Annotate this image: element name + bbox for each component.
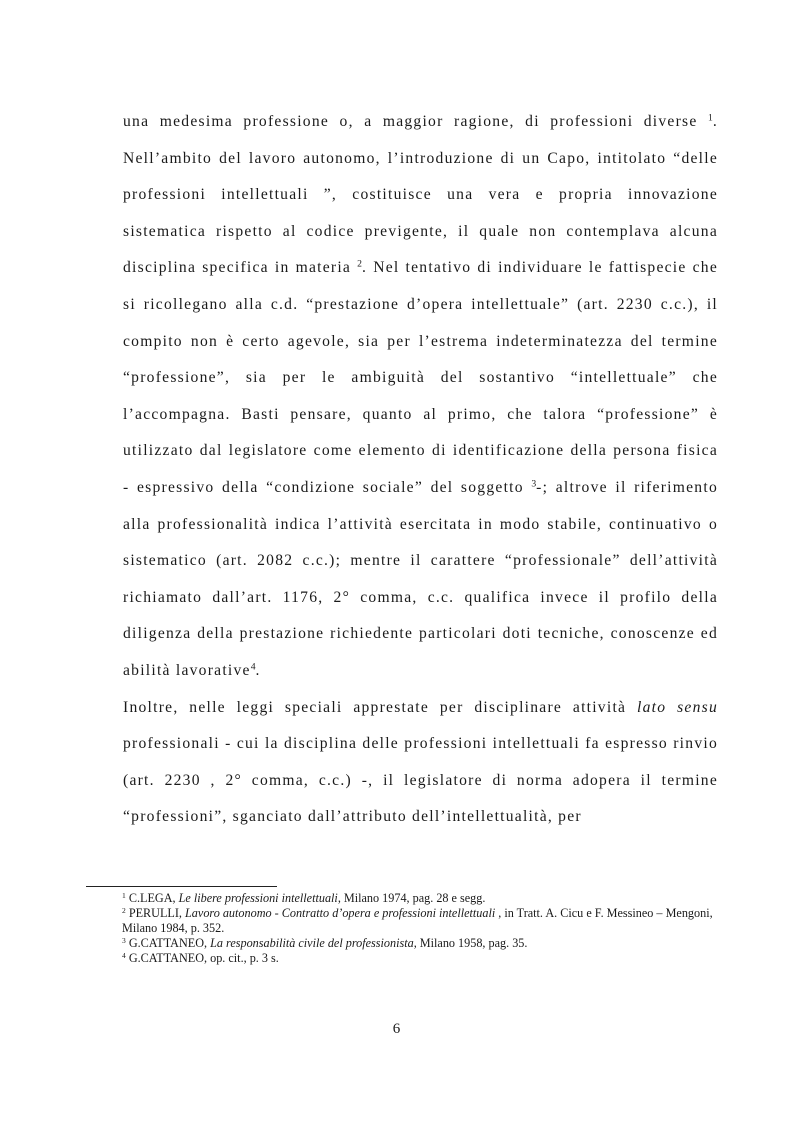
- footnote-details: , Milano 1974, pag. 28 e segg.: [337, 891, 486, 905]
- text-run: . Nel tentativo di individuare le fattispecie che si ricollegano alla c.d. “prestazione d’opera intellettuale” (art. 2230 c.c.), il compito non è certo agevole, sia per l’estrema indeterminatezza del termine “professione”, sia per le ambiguità del sostantivo “intellettuale” che l’accompagna. Basti pensare, quanto al primo, che talora “professione” è utilizzato dal legislatore come elemento di identificazione della persona fisica - espressivo della “condizione sociale” del soggetto: [123, 259, 718, 496]
- text-run: .: [255, 661, 261, 679]
- text-run: . Nell’ambito del lavoro autonomo, l’introduzione di un Capo, intitolato “delle professioni intellettuali ”, costituisce una vera e propria innovazione sistematica rispetto al codice previgente, il quale non contemplava alcuna disciplina specifica in materia: [123, 113, 718, 277]
- italic-term: lato sensu: [637, 698, 718, 716]
- page-number: 6: [392, 1021, 401, 1037]
- footnote-1: [122, 891, 722, 906]
- text-run: professionali - cui la disciplina delle professioni intellettuali fa espresso rinvio (art. 2230 , 2° comma, c.c.) -, il legislatore di norma adopera il termine “professioni”, sganciato dall’attributo dell’intellettualità, per: [123, 735, 718, 826]
- footnote-title: La responsabilità civile del professionista: [210, 936, 414, 951]
- footnote-title: Le libere professioni intellettuali: [178, 891, 338, 905]
- footnote-author: PERULLI,: [125, 906, 186, 921]
- footnote-2: [122, 906, 722, 936]
- footnote-number: 2: [122, 905, 126, 915]
- footnote-number: 4: [122, 951, 126, 961]
- footnote-author: C.LEGA,: [125, 891, 179, 905]
- footnotes: [122, 891, 722, 966]
- footnote-ref-1[interactable]: 1: [708, 112, 713, 124]
- text-run: una medesima professione o, a maggior ragione, di professioni diverse: [123, 113, 709, 130]
- footnote-ref-3[interactable]: 3: [531, 478, 537, 490]
- footnote-author: G.CATTANEO,: [125, 936, 211, 951]
- footnote-3: [122, 936, 722, 951]
- footnote-title: Lavoro autonomo - Contratto d’opera e professioni intellettuali: [185, 906, 496, 921]
- footnote-separator: [86, 886, 277, 887]
- footnote-author: G.CATTANEO, op. cit., p. 3 s.: [125, 951, 279, 966]
- footnote-4: [122, 951, 722, 966]
- paragraph-2: [123, 690, 718, 836]
- footnote-number: 3: [122, 936, 126, 946]
- paragraph-1: [123, 104, 718, 690]
- footnote-details: , in Tratt. A. Cicu e F. Messineo – Mengoni, Milano 1984, p. 352.: [122, 906, 713, 936]
- text-run: Inoltre, nelle leggi speciali apprestate per disciplinare attività: [123, 698, 638, 716]
- footnote-number: 1: [122, 890, 126, 900]
- text-run: -; altrove il riferimento alla professionalità indica l’attività esercitata in modo stabile, continuativo o sistematico (art. 2082 c.c.); mentre il carattere “professionale” dell’attività richiamato dall’art. 1176, 2° comma, c.c. qualifica invece il profilo della diligenza della prestazione richiedente particolari doti tecniche, conoscenze ed abilità lavorative: [123, 478, 718, 679]
- footnote-ref-4[interactable]: 4: [250, 661, 256, 673]
- body-text: [123, 104, 718, 836]
- footnote-ref-2[interactable]: 2: [357, 259, 362, 271]
- footnote-details: , Milano 1958, pag. 35.: [413, 936, 528, 951]
